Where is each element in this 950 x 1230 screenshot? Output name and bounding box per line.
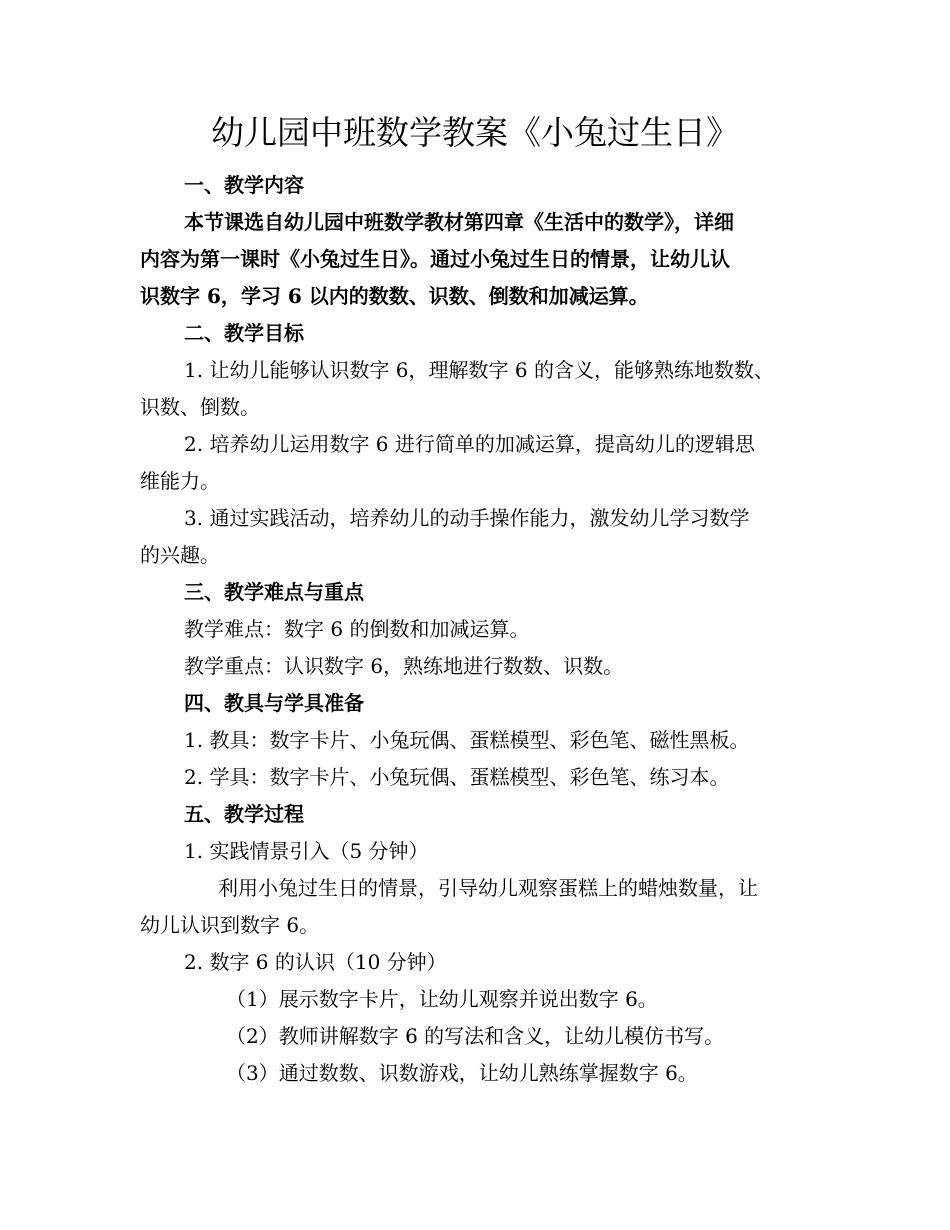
process-substep: （2）教师讲解数字 6 的写法和含义，让幼儿模仿书写。 bbox=[226, 1024, 725, 1048]
content-paragraph-line: 内容为第一课时《小兔过生日》。通过小兔过生日的情景，让幼儿认 bbox=[140, 247, 730, 271]
content-paragraph-line: 识数字 6，学习 6 以内的数数、识数、倒数和加减运算。 bbox=[140, 284, 649, 308]
process-step-title: 2. 数字 6 的认识（10 分钟） bbox=[184, 950, 447, 974]
section-heading-goals: 二、教学目标 bbox=[184, 321, 304, 345]
process-substep: （1）展示数字卡片，让幼儿观察并说出数字 6。 bbox=[226, 987, 658, 1011]
goal-item-line: 的兴趣。 bbox=[140, 543, 220, 567]
section-heading-content: 一、教学内容 bbox=[184, 173, 304, 197]
content-paragraph-line: 本节课选自幼儿园中班数学教材第四章《生活中的数学》，详细 bbox=[184, 210, 734, 234]
goal-item-line: 2. 培养幼儿运用数字 6 进行简单的加减运算，提高幼儿的逻辑思 bbox=[184, 432, 755, 456]
process-substep: （3）通过数数、识数游戏，让幼儿熟练掌握数字 6。 bbox=[226, 1061, 698, 1085]
goal-item-line: 1. 让幼儿能够认识数字 6，理解数字 6 的含义，能够熟练地数数、 bbox=[184, 358, 774, 382]
process-step-text: 利用小兔过生日的情景，引导幼儿观察蛋糕上的蜡烛数量，让 bbox=[218, 876, 758, 900]
page-title: 幼儿园中班数学教案《小兔过生日》 bbox=[211, 113, 739, 152]
process-step-title: 1. 实践情景引入（5 分钟） bbox=[184, 839, 429, 863]
process-step-text: 幼儿认识到数字 6。 bbox=[140, 913, 320, 937]
materials-item-teacher: 1. 教具：数字卡片、小兔玩偶、蛋糕模型、彩色笔、磁性黑板。 bbox=[184, 728, 750, 752]
section-heading-materials: 四、教具与学具准备 bbox=[184, 691, 364, 715]
goal-item-line: 3. 通过实践活动，培养幼儿的动手操作能力，激发幼儿学习数学 bbox=[184, 506, 750, 530]
section-heading-keypoints: 三、教学难点与重点 bbox=[184, 580, 364, 604]
goal-item-line: 识数、倒数。 bbox=[140, 395, 260, 419]
keypoint-line-focus: 教学重点：认识数字 6，熟练地进行数数、识数。 bbox=[184, 654, 624, 678]
materials-item-student: 2. 学具：数字卡片、小兔玩偶、蛋糕模型、彩色笔、练习本。 bbox=[184, 765, 730, 789]
keypoint-line-difficulty: 教学难点：数字 6 的倒数和加减运算。 bbox=[184, 617, 530, 641]
section-heading-process: 五、教学过程 bbox=[184, 802, 304, 826]
goal-item-line: 维能力。 bbox=[140, 469, 220, 493]
